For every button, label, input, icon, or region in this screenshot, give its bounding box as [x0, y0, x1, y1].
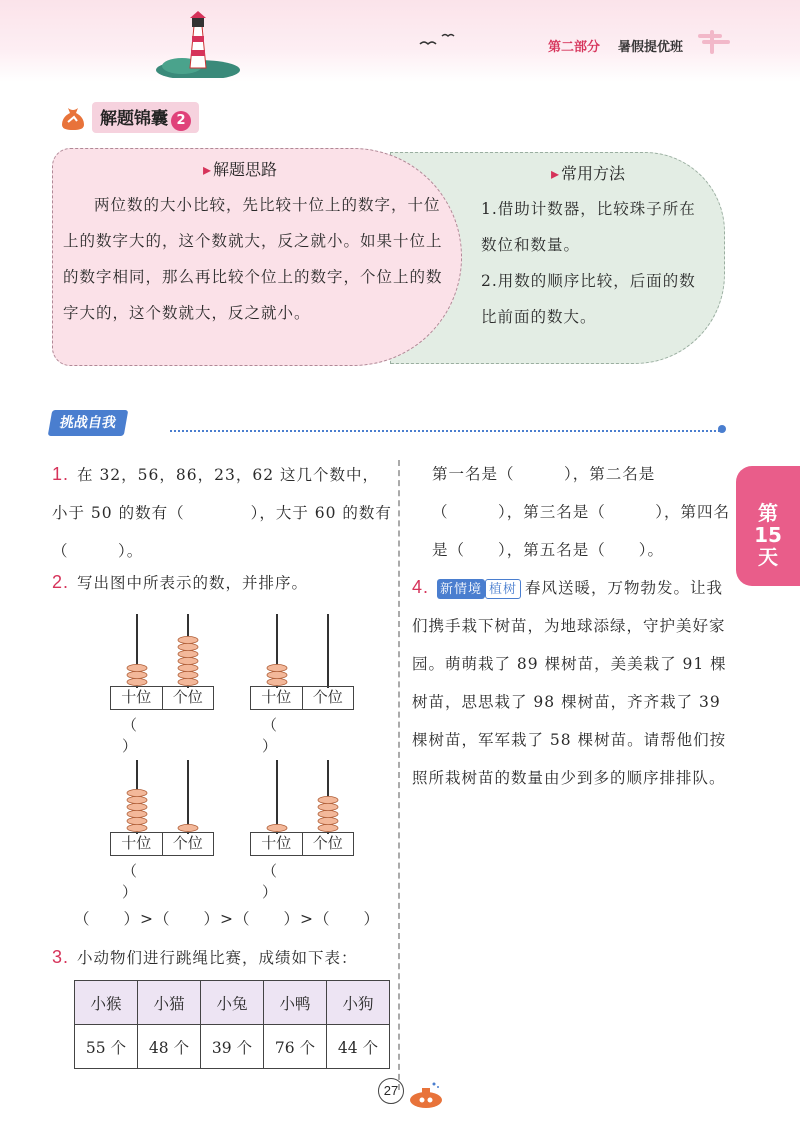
abacus-bead: [127, 671, 147, 678]
abacus: [110, 612, 220, 755]
tips-title: [58, 102, 199, 132]
abacus-bead: [267, 824, 287, 831]
answer-blank: （ ）: [262, 862, 318, 901]
new-context-tag: 新情境: [437, 579, 485, 599]
abacus-bead: [127, 824, 147, 831]
submarine-icon: [400, 1080, 446, 1110]
topic-tag: 植树: [485, 579, 521, 599]
question-text: 写出图中所表示的数，并排序。: [77, 574, 309, 592]
tips-label: 解题锦囊 2: [92, 102, 199, 133]
tens-label: 十位: [251, 833, 303, 855]
abacus-bead: [178, 678, 198, 685]
challenge-header: [50, 410, 730, 440]
challenge-dot: [718, 425, 726, 433]
table-row: [75, 981, 390, 1025]
abacus-bead: [178, 643, 198, 650]
abacus-bead: [318, 810, 338, 817]
lighthouse-icon: [152, 8, 244, 78]
abacus-bead: [178, 664, 198, 671]
abacus: [250, 758, 360, 901]
abacus-bead: [318, 803, 338, 810]
abacus-bead: [178, 671, 198, 678]
day-tab-line: 天: [758, 545, 778, 569]
abacus-bead: [318, 824, 338, 831]
method-item: 2.用数的顺序比较，后面的数比前面的数大。: [481, 272, 696, 326]
question-2: [52, 563, 392, 602]
question-4: [412, 568, 728, 797]
question-number: 1.: [52, 464, 70, 484]
approach-heading: ▸ 解题思路: [203, 157, 277, 180]
answer-blank: （ ）: [122, 862, 178, 901]
challenge-label: 挑战自我: [48, 410, 129, 436]
question-text: 春风送暖，万物勃发。让我们携手栽下树苗，为地球添绿，守护美好家园。萌萌栽了 89 棵树苗，美美栽了 91 棵树苗，思思栽了 98 棵树苗，齐齐栽了 39 棵树苗，军军栽了 58 棵树苗。请帮他们按照所栽树苗的数量由少到多的顺序排排队。: [412, 579, 727, 787]
method-item: 1.借助计数器，比较珠子所在数位和数量。: [481, 200, 696, 254]
abacus-bead: [127, 678, 147, 685]
abacus-bead: [267, 678, 287, 685]
birds-icon: [418, 30, 458, 50]
question-text: 在 32，56，86，23，62 这几个数中，小于 50 的数有（ ），大于 60 的数有（ ）。: [52, 466, 392, 560]
abacus-bead: [178, 636, 198, 643]
abacus-bead: [127, 810, 147, 817]
abacus-bead: [127, 803, 147, 810]
day-tab: [736, 466, 800, 586]
abacus-bead: [178, 657, 198, 664]
header-section: 第二部分: [548, 40, 601, 55]
table-cell: 55 个: [75, 1025, 138, 1069]
day-tab-line: 15: [754, 523, 782, 547]
table-cell: 48 个: [138, 1025, 201, 1069]
table-row: [75, 1025, 390, 1069]
challenge-divider: [170, 430, 720, 432]
header-book-title: 暑假提优班: [618, 40, 684, 55]
abacus: [250, 612, 360, 755]
table-header: 小兔: [201, 981, 264, 1025]
question-number: 3.: [52, 947, 70, 967]
place-value-label: [110, 832, 214, 856]
abacus-bead: [267, 671, 287, 678]
question-3: [52, 938, 392, 977]
page-number: 27: [378, 1078, 404, 1104]
abacus-bead: [178, 824, 198, 831]
abacus-bead: [318, 796, 338, 803]
place-value-label: [250, 832, 354, 856]
table-cell: 76 个: [264, 1025, 327, 1069]
question-3-continued: 第一名是（ ），第二名是（ ），第三名是（ ），第四名是（ ），第五名是（ ）。: [432, 465, 731, 559]
ones-label: 个位: [172, 688, 203, 706]
place-value-label: [250, 686, 354, 710]
approach-box: [52, 148, 462, 366]
tens-label: 十位: [111, 833, 163, 855]
abacus-bead: [267, 664, 287, 671]
question-number: 2.: [52, 572, 70, 592]
table-cell: 39 个: [201, 1025, 264, 1069]
money-bag-icon: [58, 102, 88, 132]
ones-label: 个位: [312, 688, 343, 706]
table-header: 小狗: [327, 981, 390, 1025]
ones-label: 个位: [172, 834, 203, 852]
score-table: [74, 980, 390, 1069]
day-tab-line: 第: [758, 501, 778, 525]
order-answer: （ ）>（ ）>（ ）>（ ）: [74, 910, 380, 928]
abacus-bead: [127, 664, 147, 671]
tens-label: 十位: [251, 687, 303, 709]
table-cell: 44 个: [327, 1025, 390, 1069]
methods-heading: ▸ 常用方法: [551, 161, 625, 184]
tips-number: 2: [171, 111, 191, 131]
methods-text: [481, 191, 701, 335]
tens-label: 十位: [111, 687, 163, 709]
abacus: [110, 758, 220, 901]
question-number: 4.: [412, 577, 430, 597]
table-header: 小猴: [75, 981, 138, 1025]
column-divider: [398, 460, 400, 1090]
place-value-label: [110, 686, 214, 710]
answer-blank: （ ）: [262, 716, 318, 755]
abacus-bead: [178, 650, 198, 657]
abacus-bead: [127, 817, 147, 824]
approach-text: 两位数的大小比较，先比较十位上的数字，十位上的数字大的，这个数就大，反之就小。如果十位上的数字相同，那么再比较个位上的数字，个位上的数字大的，这个数就大，反之就小。: [63, 196, 443, 322]
answer-blank: （ ）: [122, 716, 178, 755]
table-header: 小猫: [138, 981, 201, 1025]
question-text: 小动物们进行跳绳比赛，成绩如下表：: [77, 949, 358, 967]
abacus-bead: [318, 817, 338, 824]
question-1: [52, 455, 392, 570]
abacus-bead: [127, 789, 147, 796]
table-header: 小鸭: [264, 981, 327, 1025]
header-decor-icon: [698, 28, 730, 54]
abacus-bead: [127, 796, 147, 803]
ones-label: 个位: [312, 834, 343, 852]
